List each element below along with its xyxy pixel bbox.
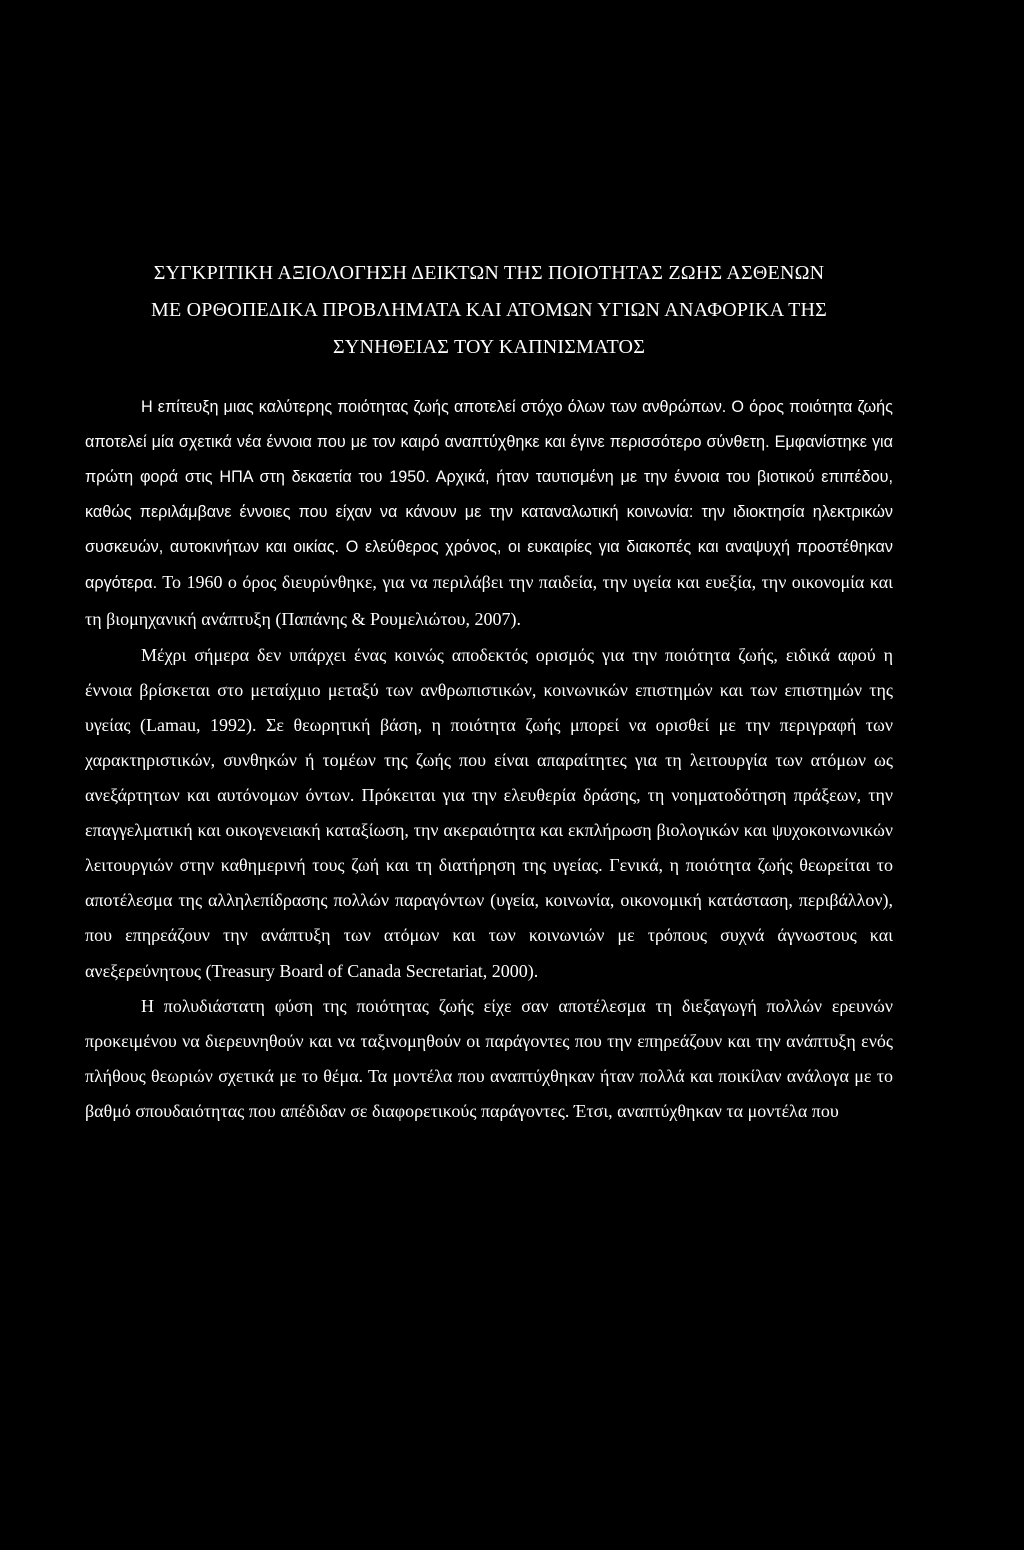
title-line-2: ΜΕ ΟΡΘΟΠΕΔΙΚΑ ΠΡΟΒΛΗΜΑΤΑ ΚΑΙ ΑΤΟΜΩΝ ΥΓΙΩΝ ΑΝΑΦΟΡΙΚΑ ΤΗΣ <box>151 299 827 321</box>
document-title <box>85 255 893 366</box>
title-line-1: ΣΥΓΚΡΙΤΙΚΗ ΑΞΙΟΛΟΓΗΣΗ ΔΕΙΚΤΩΝ ΤΗΣ ΠΟΙΟΤΗΤΑΣ ΖΩΗΣ ΑΣΘΕΝΩΝ <box>153 262 825 284</box>
title-line-3: ΣΥΝΗΘΕΙΑΣ ΤΟΥ ΚΑΠΝΙΣΜΑΤΟΣ <box>332 336 646 358</box>
paragraph-3: Η πολυδιάστατη φύση της ποιότητας ζωής είχε σαν αποτέλεσμα τη διεξαγωγή πολλών ερευνών προκειμένου να διερευνηθούν και να ταξινομηθούν οι παράγοντες που την επηρεάζουν και την ανάπτυξη ενός πλήθους θεωριών σχετικά με το θέμα. Τα μοντέλα που αναπτύχθηκαν ήταν πολλά και ποικίλαν ανάλογα με το βαθμό σπουδαιότητας που απέδιδαν σε διαφορετικούς παράγοντες. Έτσι, αναπτύχθηκαν τα μοντέλα που <box>85 995 893 1121</box>
paragraph-2: Μέχρι σήμερα δεν υπάρχει ένας κοινώς αποδεκτός ορισμός για την ποιότητα ζωής, ειδικά αφού η έννοια βρίσκεται στο μεταίχμιο μεταξύ των ανθρωπιστικών, κοινωνικών επιστημών και των επιστημών της υγείας (Lamau, 1992). Σε θεωρητική βάση, η ποιότητα ζωής μπορεί να ορισθεί με την περιγραφή των χαρακτηριστικών, συνθηκών ή τομέων της ζωής που είναι απαραίτητες για τη λειτουργία των ατόμων ως ανεξάρτητων και αυτόνομων όντων. Πρόκειται για την ελευθερία δράσης, τη νοηματοδότηση πράξεων, την επαγγελματική και οικογενειακή καταξίωση, την ακεραιότητα και εκπλήρωση βιολογικών και ψυχοκοινωνικών λειτουργιών στην καθημερινή τους ζωή και τη διατήρηση της υγείας. Γενικά, η ποιότητα ζωής θεωρείται το αποτέλεσμα της αλληλεπίδρασης πολλών παραγόντων (υγεία, κοινωνία, οικονομική κατάσταση, περιβάλλον), που επηρεάζουν την ανάπτυξη των ατόμων και των κοινωνιών με τρόπους συχνά άγνωστους και ανεξερεύνητους (Treasury Board of Canada Secretariat, 2000). <box>85 644 893 981</box>
paragraph-1-tail: Το 1960 ο όρος διευρύνθηκε, για να περιλάβει την παιδεία, την υγεία και ευεξία, την οικονομία και τη βιομηχανική ανάπτυξη (Παπάνης & Ρουμελιώτου, 2007). <box>85 572 893 629</box>
paragraph-1 <box>85 390 893 638</box>
document-page <box>85 255 893 1129</box>
paragraph-1-text: Η επίτευξη μιας καλύτερης ποιότητας ζωής αποτελεί στόχο όλων των ανθρώπων. Ο όρος ποιότητα ζωής αποτελεί μία σχετικά νέα έννοια που με τον καιρό αναπτύχθηκε και έγινε περισσότερο σύνθετη. Εμφανίστηκε για πρώτη φορά στις ΗΠΑ στη δεκαετία του 1950. Αρχικά, ήταν ταυτισμένη με την έννοια του βιοτικού επιπέδου, καθώς περιλάμβανε έννοιες που είχαν να κάνουν με την καταναλωτική κοινωνία: την ιδιοκτησία ηλεκτρικών συσκευών, αυτοκινήτων και οικίας. Ο ελεύθερος χρόνος, οι ευκαιρίες για διακοπές και αναψυχή προστέθηκαν αργότερα. <box>85 398 893 593</box>
